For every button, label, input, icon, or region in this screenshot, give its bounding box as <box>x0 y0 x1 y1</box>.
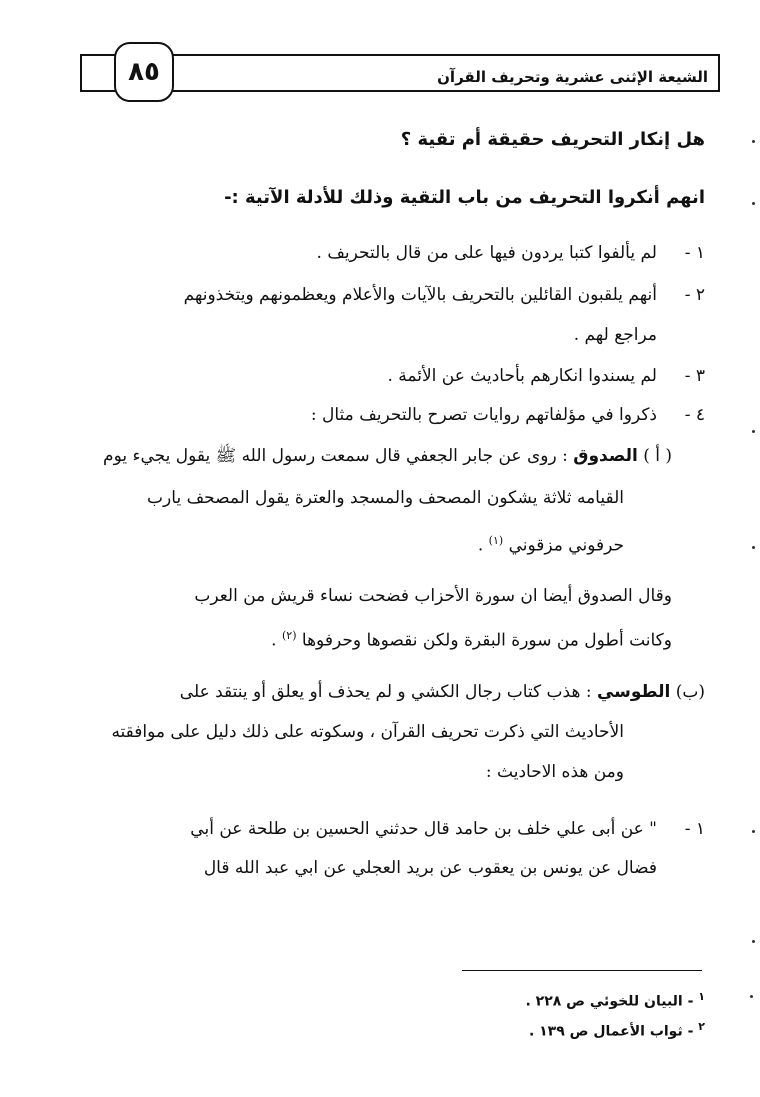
saduq-text-1: : روى عن جابر الجعفي قال سمعت رسول الله ﷺ يقول يجيء يوم <box>103 446 568 466</box>
scan-mark <box>752 430 755 433</box>
list-item <box>388 364 706 388</box>
footnote-number: ٢ <box>698 1020 705 1033</box>
saduq-name: الصدوق <box>573 446 638 466</box>
saduq-text-3: حرفوني مزقوني <box>508 535 624 556</box>
tusi-marker: (ب) <box>675 682 705 702</box>
tusi-line-3: ومن هذه الاحاديث : <box>485 762 624 782</box>
list-item-number: ٤ - <box>684 405 705 425</box>
list-item-number: ٢ - <box>684 285 705 305</box>
list-item-text: لم يألفوا كتبا يردون فيها على من قال بالتحريف . <box>316 243 657 263</box>
tusi-name: الطوسي <box>596 682 671 702</box>
scan-mark <box>752 202 755 205</box>
page-number: ٨٥ <box>128 57 160 87</box>
footnote-number: ١ <box>698 990 705 1003</box>
hadith-text-1: " عن أبى علي خلف بن حامد قال حدثني الحسين بن طلحة عن أبي <box>190 819 657 839</box>
hadith-line-1 <box>190 817 705 841</box>
scan-mark <box>752 830 755 833</box>
list-item <box>311 403 705 427</box>
list-item-text: ذكروا في مؤلفاتهم روايات تصرح بالتحريف مثال : <box>310 405 657 425</box>
list-item <box>317 241 705 265</box>
saduq-end: . <box>477 535 484 556</box>
saduq-para-line-1: وقال الصدوق أيضا ان سورة الأحزاب فضحت نساء قريش من العرب <box>194 586 672 606</box>
list-item <box>184 283 705 307</box>
tusi-line-2: الأحاديث التي ذكرت تحريف القرآن ، وسكوته على ذلك دليل على موافقته <box>111 722 624 742</box>
list-item-number: ٣ - <box>684 366 705 386</box>
hadith-number: ١ - <box>684 819 705 839</box>
saduq-line-1 <box>103 444 672 468</box>
footnote-text: - البيان للخوئي ص ٢٢٨ . <box>525 993 694 1010</box>
list-item-number: ١ - <box>684 243 705 263</box>
saduq-para-text-2: وكانت أطول من سورة البقرة ولكن نقصوها وحرفوها <box>301 630 672 651</box>
tusi-text-1: : هذب كتاب رجال الكشي و لم يحذف أو يعلق أو ينتقد على <box>179 682 592 702</box>
saduq-marker: ( أ ) <box>643 446 672 466</box>
saduq-para-line-2 <box>271 624 672 653</box>
scan-mark <box>750 995 753 998</box>
list-item-text: أنهم يلقبون القائلين بالتحريف بالآيات والأعلام ويعظمونهم ويتخذونهم <box>183 285 657 305</box>
footnote-ref-1: (١) <box>488 534 504 547</box>
header-title-bar <box>174 56 718 90</box>
running-header-title: الشيعة الإثنى عشرية وتحريف القرآن <box>437 68 708 86</box>
footnote-1 <box>525 990 705 1010</box>
saduq-line-3 <box>478 529 624 558</box>
saduq-para-end: . <box>271 630 277 651</box>
footnote-ref-2: (٢) <box>281 629 297 642</box>
section-heading-2: انهم أنكروا التحريف من باب التقية وذلك للأدلة الآتية :- <box>224 187 705 208</box>
section-heading-1: هل إنكار التحريف حقيقة أم تقية ؟ <box>400 129 705 150</box>
scan-mark <box>752 940 755 943</box>
page-number-box <box>114 42 174 102</box>
footnote-2 <box>529 1020 705 1040</box>
scan-mark <box>752 546 755 549</box>
list-item-continuation: مراجع لهم . <box>573 325 657 345</box>
saduq-line-2: القيامه ثلاثة يشكون المصحف والمسجد والعترة يقول المصحف يارب <box>147 488 624 508</box>
footnote-text: - ثواب الأعمال ص ١٣٩ . <box>528 1023 694 1040</box>
scan-mark <box>752 140 755 143</box>
hadith-line-2: فضال عن يونس بن يعقوب عن بريد العجلي عن ابي عبد الله قال <box>203 858 657 878</box>
running-header <box>80 54 720 92</box>
tusi-line-1 <box>180 680 705 704</box>
list-item-text: لم يسندوا انكارهم بأحاديث عن الأئمة . <box>387 366 657 386</box>
footnote-divider <box>462 970 702 971</box>
